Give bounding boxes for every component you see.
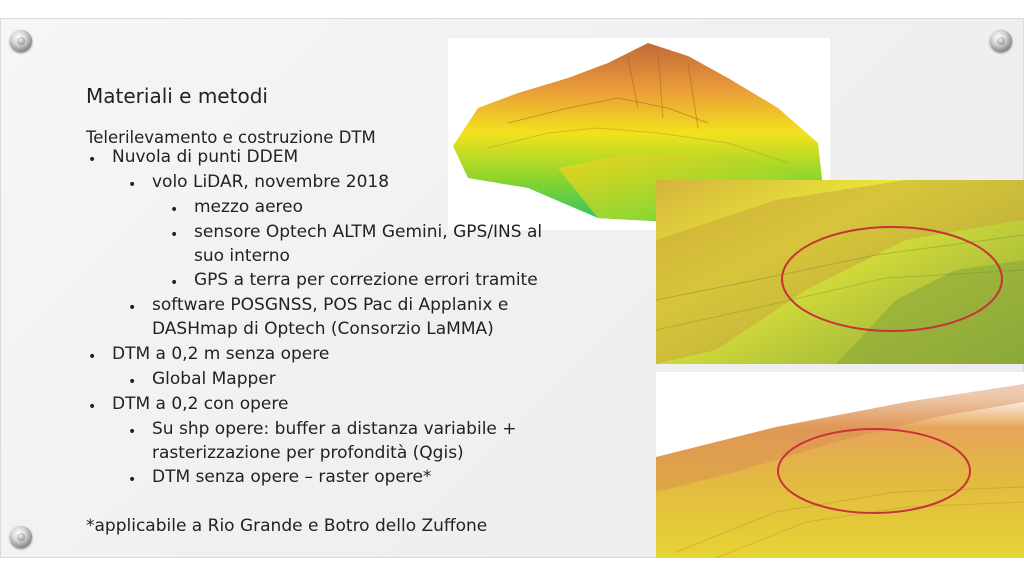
bullet-icon: •: [170, 202, 179, 218]
list-item: volo LiDAR, novembre 2018: [152, 172, 390, 192]
top-bar: [0, 0, 1024, 18]
list-item: DASHmap di Optech (Consorzio LaMMA): [152, 319, 494, 339]
list-item: DTM senza opere – raster opere*: [152, 467, 432, 487]
bullet-icon: •: [128, 177, 137, 193]
slide: [0, 18, 1024, 558]
list-item: Su shp opere: buffer a distanza variabile +: [152, 419, 517, 439]
bullet-icon: •: [128, 374, 137, 390]
list-item: suo interno: [194, 246, 290, 266]
list-item: GPS a terra per correzione errori tramite: [194, 270, 538, 290]
list-item: rasterizzazione per profondità (Qgis): [152, 443, 464, 463]
pin-top-left-icon: [10, 30, 32, 52]
bullet-icon: •: [128, 472, 137, 488]
slide-subtitle: Telerilevamento e costruzione DTM: [86, 128, 376, 147]
bullet-icon: •: [88, 399, 97, 415]
list-item: DTM a 0,2 m senza opere: [112, 344, 330, 364]
slide-title: Materiali e metodi: [86, 84, 268, 108]
pin-top-right-icon: [990, 30, 1012, 52]
bullet-icon: •: [128, 300, 137, 316]
footnote: *applicabile a Rio Grande e Botro dello Zuffone: [86, 516, 488, 536]
list-item: software POSGNSS, POS Pac di Applanix e: [152, 295, 509, 315]
pin-bottom-left-icon: [10, 526, 32, 548]
list-item: Global Mapper: [152, 369, 276, 389]
list-item: sensore Optech ALTM Gemini, GPS/INS al: [194, 222, 543, 242]
list-item: DTM a 0,2 con opere: [112, 394, 289, 414]
bullet-icon: •: [128, 424, 137, 440]
dtm-hillshade-detail-2-image: [656, 372, 1024, 558]
dtm-hillshade-detail-1-image: [656, 180, 1024, 364]
bullet-icon: •: [170, 275, 179, 291]
bullet-icon: •: [170, 227, 179, 243]
list-item: Nuvola di punti DDEM: [112, 147, 299, 167]
bullet-icon: •: [88, 152, 97, 168]
bullet-icon: •: [88, 349, 97, 365]
list-item: mezzo aereo: [194, 197, 304, 217]
